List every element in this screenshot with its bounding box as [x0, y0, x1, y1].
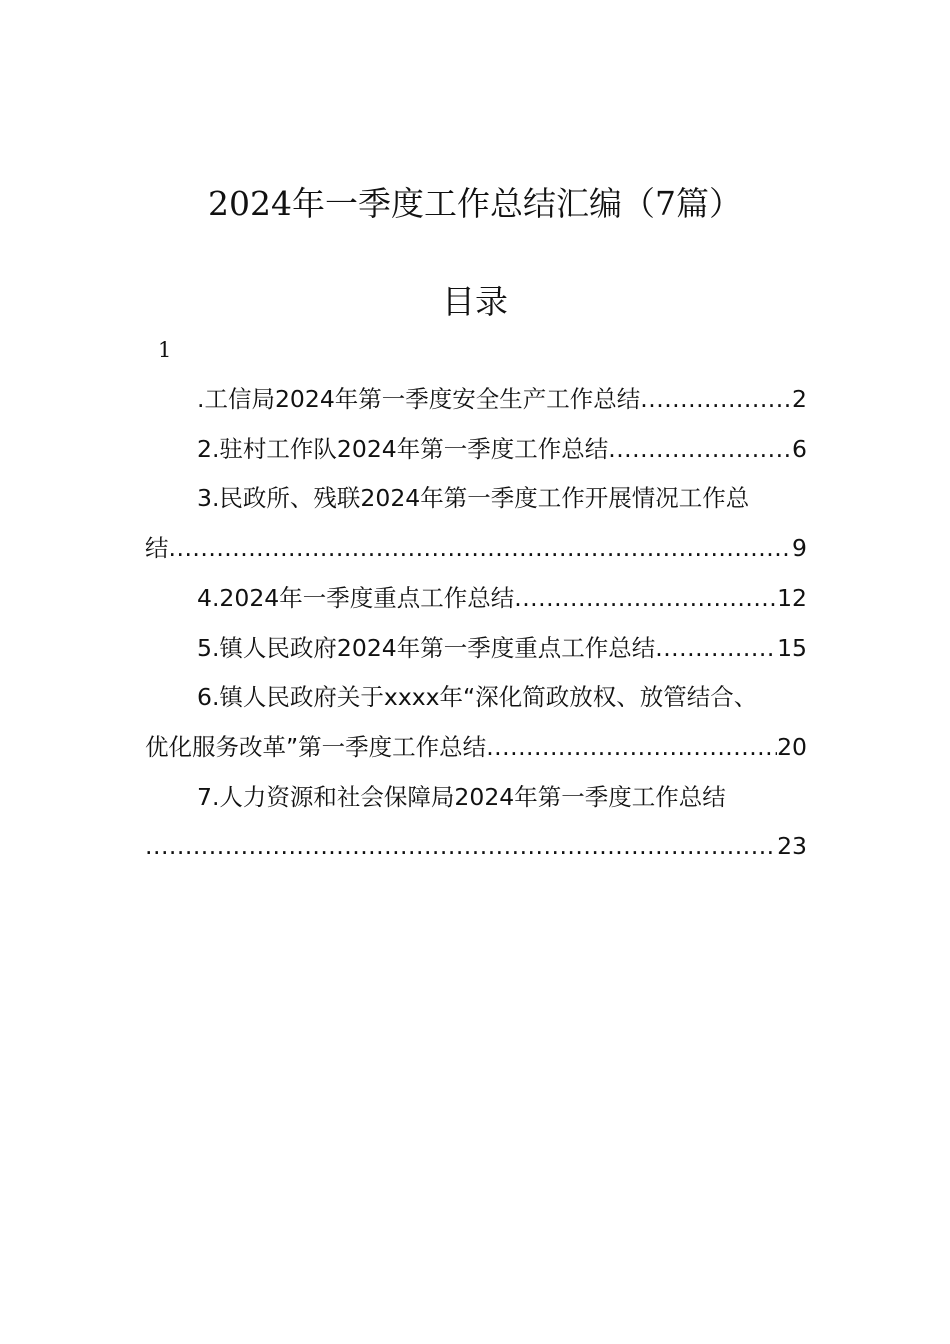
toc-line: [145, 574, 807, 624]
dot-leader: [514, 574, 777, 624]
toc-line: [145, 822, 807, 872]
page-marker: 1: [158, 338, 172, 362]
toc-entry-3[interactable]: [145, 474, 807, 573]
toc-page-number: 15: [777, 633, 807, 662]
toc-page-number: 9: [792, 534, 807, 563]
toc-page-number: 12: [777, 583, 807, 612]
toc-entry-text: 5.镇人民政府2024年第一季度重点工作总结: [197, 633, 656, 662]
toc-entry-4[interactable]: [145, 574, 807, 624]
toc-entry-text: 6.镇人民政府关于xxxx年“深化简政放权、放管结合、: [197, 683, 758, 712]
dot-leader: [145, 822, 777, 872]
toc-line: [145, 375, 807, 425]
toc-heading: 目录: [442, 282, 508, 321]
toc-page-number: 6: [792, 434, 807, 463]
dot-leader: [640, 375, 792, 425]
toc-entry-text: 7.人力资源和社会保障局2024年第一季度工作总结: [197, 782, 726, 811]
toc-entry-7[interactable]: [145, 773, 807, 872]
toc-line: [145, 425, 807, 475]
toc-page-number: 2: [792, 385, 807, 413]
dot-leader: [486, 723, 777, 773]
toc-line: [145, 723, 807, 773]
toc-page-number: 23: [777, 832, 807, 861]
dot-leader: [655, 624, 777, 674]
table-of-contents: [145, 375, 807, 872]
toc-entry-text: .工信局2024年第一季度安全生产工作总结: [197, 385, 641, 413]
toc-line: [145, 524, 807, 574]
toc-entry-text: 3.民政所、残联2024年第一季度工作开展情况工作总: [197, 484, 750, 513]
toc-entry-5[interactable]: [145, 624, 807, 674]
document-title: 2024年一季度工作总结汇编（7篇）: [208, 184, 742, 223]
toc-line: [145, 624, 807, 674]
toc-entry-1[interactable]: [145, 375, 807, 425]
toc-page-number: 20: [777, 732, 807, 761]
toc-entry-text-continued: 优化服务改革”第一季度工作总结: [145, 732, 487, 761]
toc-entry-6[interactable]: [145, 673, 807, 772]
dot-leader: [608, 425, 792, 475]
toc-entry-text: 4.2024年一季度重点工作总结: [197, 583, 515, 612]
toc-entry-text-continued: 结: [145, 534, 169, 563]
toc-entry-text: 2.驻村工作队2024年第一季度工作总结: [197, 434, 609, 463]
dot-leader: [169, 524, 793, 574]
toc-entry-2[interactable]: [145, 425, 807, 475]
